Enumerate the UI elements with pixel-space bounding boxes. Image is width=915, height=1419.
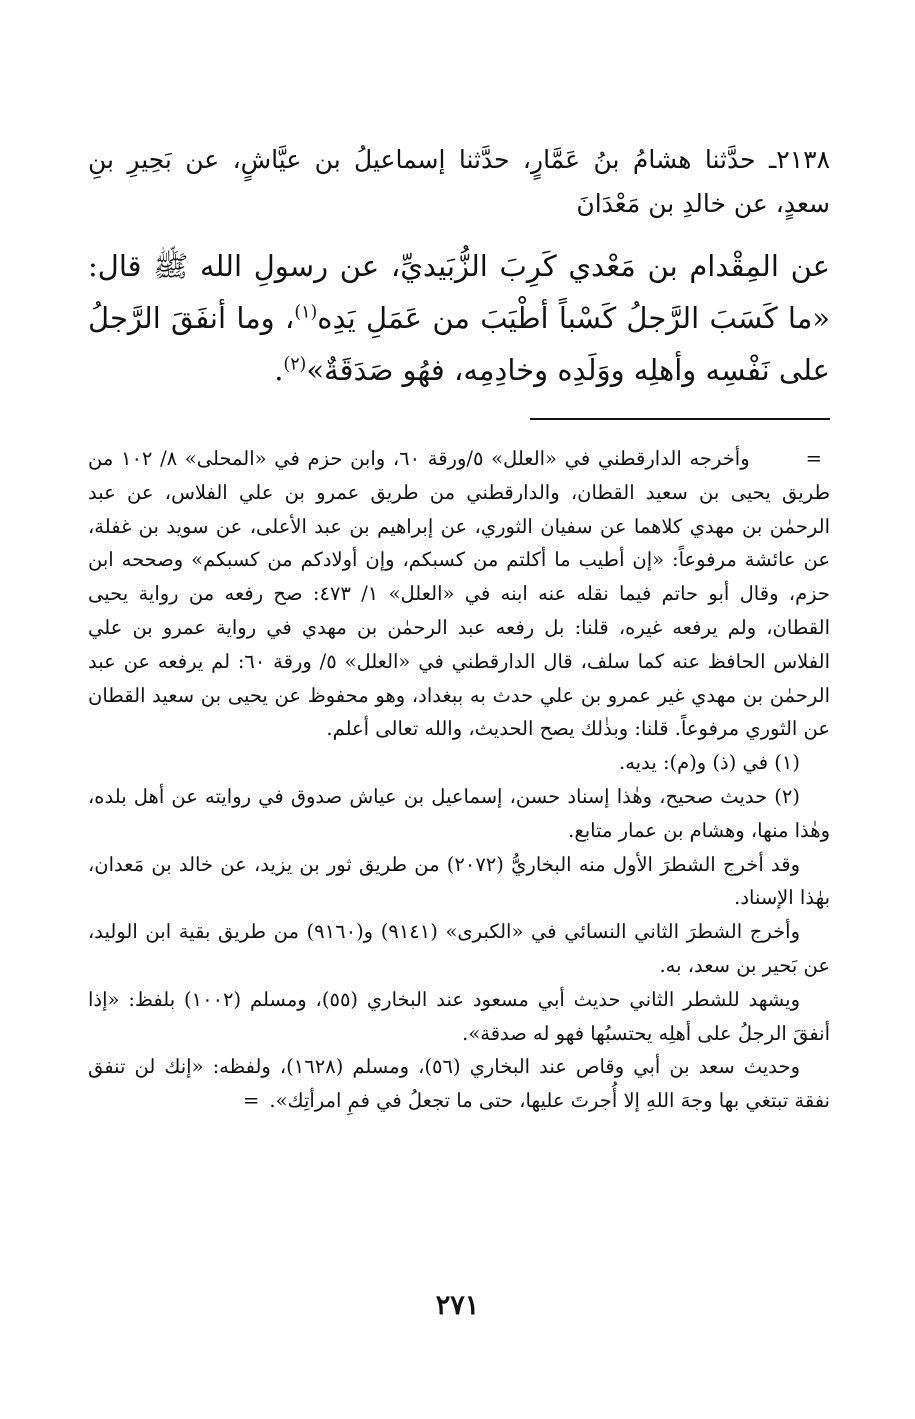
matn-text-2: ، وما أنفَقَ الرَّجلُ على نَفْسِه وأهلِه ووَلَدِه وخادِمِه، فهُو صَدَقَةٌ» — [88, 301, 830, 387]
footnotes-section — [88, 442, 830, 1118]
footnote-separator — [530, 418, 830, 420]
footnote-text: ويشهد للشطر الثاني حديث أبي مسعود عند البخاري (٥٥)، ومسلم (١٠٠٢) بلفظ: «إذا أنفقَ الرجلُ على أهلِه يحتسبُها فهو له صدقة». — [88, 987, 830, 1045]
footnote-ref-1[interactable]: (١) — [294, 302, 318, 323]
footnote-text: وأخرج الشطرَ الثاني النسائي في «الكبرى» (٩١٤١) و(٩١٦٠) من طريق بقية ابن الوليد، عن بَحير بن سعد، به. — [88, 920, 830, 977]
isnad-text: ٢١٣٨ـ حدَّثنا هشامُ بنُ عَمَّارٍ، حدَّثنا إسماعيلُ بن عيَّاشٍ، عن بَحِيرِ بنِ سعدٍ، عن خالدِ بن مَعْدَانَ — [88, 145, 830, 218]
continuation-mark-start: = — [805, 447, 822, 470]
footnote-text: (١) في (ذ) و(م): يديه. — [619, 751, 800, 775]
footnote-2-para-4 — [88, 983, 830, 1051]
footnote-text: (٢) حديث صحيح، وهٰذا إسناد حسن، إسماعيل بن عياش صدوق في روايته عن أهل بلده، وهٰذا منها، وهشام بن عمار متابع. — [88, 784, 830, 842]
matn-end: . — [274, 353, 284, 387]
matn-text-1: عن المِقْدام بن مَعْدي كَرِبَ الزُّبَيديِّ، عن رسولِ الله ﷺ قال: «ما كَسَبَ الرَّجلُ كَسْباً أطْيَبَ من عَمَلِ يَدِه — [88, 249, 830, 335]
page-number: ٢٧١ — [435, 1290, 480, 1321]
footnote-text: وأخرجه الدارقطني في «العلل» ٥/ورقة ٦٠، وابن حزم في «المحلى» ٨/ ١٠٢ من طريق يحيى بن سعيد القطان، والدارقطني من طريق عمرو بن علي الفلاس، عن عبد الرحمٰن بن مهدي كلاهما عن سفيان الثوري، عن إبراهيم بن عبد الأعلى، عن سويد بن غفلة، عن عائشة مرفوعاً: «إن أطيب ما أكلتم من كسبكم، وإن أولادكم من كسبكم» وصححه ابن حزم، وقال أبو حاتم فيما نقله عنه ابنه في «العلل» ١/ ٤٧٣: صح رفعه من رواية يحيى القطان، ولم يرفعه غيره، قلنا: بل رفعه عبد الرحمٰن بن مهدي في رواية عمرو بن علي الفلاس الحافظ عنه كما سلف، قال الدارقطني في «العلل» ٥/ ورقة ٦٠: لم يرفعه عن عبد الرحمٰن بن مهدي غير عمرو بن علي حدث به ببغداد، وهو محفوظ عن يحيى بن سعيد القطان عن الثوري مرفوعاً. قلنا: وبذٰلك يصح الحديث، والله تعالى أعلم. — [88, 447, 831, 741]
footnote-text: وقد أخرج الشطرَ الأول منه البخاريُّ (٢٠٧٢) من طريق ثور بن يزيد، عن خالد بن مَعدان، بهٰذا الإسناد. — [88, 852, 830, 910]
hadith-isnad — [88, 138, 830, 226]
footnote-2-para-2 — [88, 848, 830, 916]
footnote-continued — [88, 442, 830, 746]
footnote-2-para-5 — [88, 1050, 830, 1118]
footnote-text: وحديث سعد بن أبي وقاص عند البخاري (٥٦)، ومسلم (١٦٢٨)، ولفظه: «إنك لن تنفق نفقة تبتغي بها وجهَ اللهِ إلا أُجرتَ عليها، حتى ما تجعلُ في فمِ امرأتِك». — [88, 1055, 830, 1113]
continuation-mark-end: = — [243, 1089, 260, 1113]
footnote-2-para-3 — [88, 915, 830, 983]
footnote-2 — [88, 780, 830, 848]
footnote-ref-2[interactable]: (٢) — [283, 354, 307, 375]
hadith-matn — [88, 240, 830, 396]
footnote-1 — [88, 746, 830, 780]
